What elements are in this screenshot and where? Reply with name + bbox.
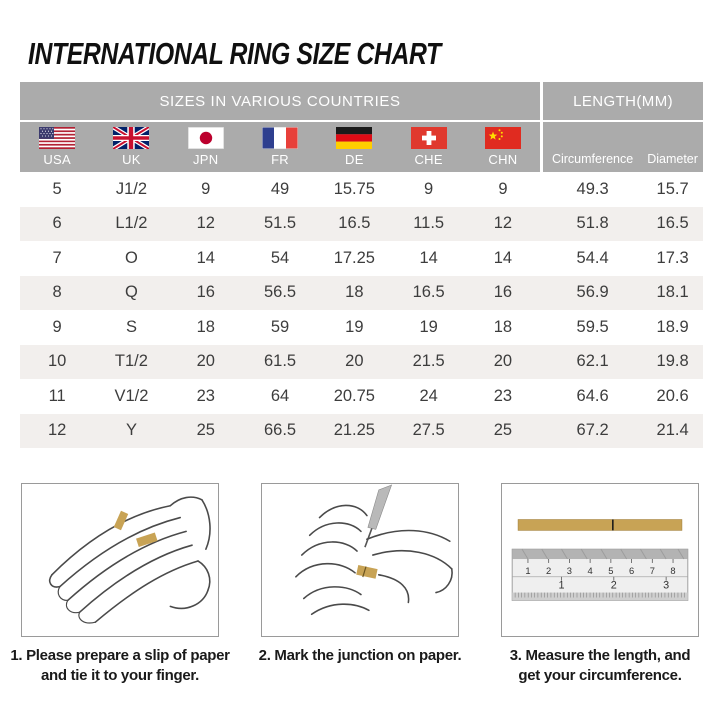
table-cell: 9 xyxy=(424,179,434,198)
table-cell: 9 xyxy=(498,179,508,198)
usa-flag-icon xyxy=(39,127,75,149)
instruction-step-3 xyxy=(501,483,699,687)
table-cell: 51.5 xyxy=(263,214,297,233)
table-cell: 12 xyxy=(47,421,67,440)
caption-line: 2. Mark the junction on paper. xyxy=(258,647,462,664)
header-sizes-in-various-countries: SIZES IN VARIOUS COUNTRIES xyxy=(20,82,540,120)
table-cell: 25 xyxy=(493,421,513,440)
table-cell: 20.75 xyxy=(333,386,375,405)
table-subheader-row xyxy=(20,122,703,172)
table-cell: 14 xyxy=(493,248,513,267)
table-cell: 54.4 xyxy=(576,248,609,267)
table-cell: 16 xyxy=(196,283,215,302)
instruction-steps xyxy=(10,483,699,687)
table-cell: 19 xyxy=(345,317,364,336)
table-cell: V1/2 xyxy=(114,386,149,405)
country-label-de: DE xyxy=(345,152,364,167)
column-header-chn xyxy=(466,122,540,172)
pen xyxy=(368,485,392,529)
table-cell: 59.5 xyxy=(576,317,609,336)
table-cell: 12 xyxy=(196,214,215,233)
table-cell: Q xyxy=(125,283,138,302)
table-cell: 10 xyxy=(47,352,67,371)
table-cell: 21.25 xyxy=(333,421,375,440)
svg-text:7: 7 xyxy=(649,565,655,576)
table-row xyxy=(20,207,703,242)
mark-junction-illustration xyxy=(262,484,458,636)
svg-text:8: 8 xyxy=(670,565,676,576)
table-cell: 5 xyxy=(52,179,62,198)
instruction-image-3 xyxy=(501,483,699,637)
table-cell: 49 xyxy=(270,179,290,198)
caption-line: get your circumference. xyxy=(518,667,682,685)
table-cell: O xyxy=(125,248,138,267)
table-cell: 25 xyxy=(196,421,215,440)
table-cell: 62.1 xyxy=(576,352,609,371)
table-cell: 14 xyxy=(196,248,215,267)
table-cell: 66.5 xyxy=(263,421,297,440)
column-header-de xyxy=(317,122,391,172)
table-cell: 8 xyxy=(52,283,62,302)
table-cell: 16.5 xyxy=(412,283,445,302)
table-cell: 56.5 xyxy=(263,283,297,302)
instruction-caption-1 xyxy=(10,646,229,687)
table-cell: 64.6 xyxy=(576,386,609,405)
table-cell: 56.9 xyxy=(576,283,609,302)
table-cell: 21.4 xyxy=(656,421,689,440)
svg-text:2: 2 xyxy=(610,579,617,592)
table-row xyxy=(20,345,703,380)
table-cell: 11.5 xyxy=(413,214,445,233)
ruler xyxy=(512,549,688,600)
table-cell: 51.8 xyxy=(576,214,609,233)
svg-text:1: 1 xyxy=(558,579,565,592)
table-cell: Y xyxy=(125,421,137,440)
table-cell: 18 xyxy=(196,317,215,336)
svg-text:4: 4 xyxy=(587,565,593,576)
hand-with-paper-slip-illustration xyxy=(22,484,218,636)
table-cell: 20 xyxy=(345,352,364,371)
table-cell: 15.75 xyxy=(333,179,375,198)
table-cell: 21.5 xyxy=(412,352,445,371)
paper-strip xyxy=(518,520,682,531)
table-cell: T1/2 xyxy=(114,352,148,371)
table-cell: 61.5 xyxy=(263,352,297,371)
table-cell: 20 xyxy=(493,352,513,371)
table-row xyxy=(20,310,703,345)
column-header-jpn xyxy=(169,122,243,172)
svg-text:1: 1 xyxy=(525,565,531,576)
country-label-jpn: JPN xyxy=(193,152,219,167)
chn-flag-icon xyxy=(485,127,521,149)
length-subheaders xyxy=(543,122,703,172)
page-title: INTERNATIONAL RING SIZE CHART xyxy=(28,36,441,71)
paper-slip-band xyxy=(356,565,377,579)
instruction-caption-3 xyxy=(510,646,691,687)
table-cell: 14 xyxy=(419,248,438,267)
table-cell: 12 xyxy=(493,214,513,233)
ruler-measure-illustration xyxy=(502,484,698,636)
subheader-circumference: Circumference xyxy=(551,152,634,166)
svg-text:2: 2 xyxy=(546,565,552,576)
paper-slip-piece xyxy=(136,532,158,547)
table-cell: 54 xyxy=(270,248,290,267)
svg-text:3: 3 xyxy=(663,579,670,592)
caption-line: and tie it to your finger. xyxy=(40,667,200,685)
table-cell: 18 xyxy=(345,283,364,302)
subheader-diameter: Diameter xyxy=(647,152,698,166)
table-cell: 11 xyxy=(48,386,66,405)
table-cell: 6 xyxy=(52,214,62,233)
table-cell: 15.7 xyxy=(656,179,689,198)
table-row xyxy=(20,172,703,207)
table-cell: 27.5 xyxy=(412,421,445,440)
table-cell: 16.5 xyxy=(656,214,689,233)
table-cell: 67.2 xyxy=(576,421,609,440)
table-cell: 16 xyxy=(493,283,513,302)
table-cell: 23 xyxy=(196,386,215,405)
table-cell: 9 xyxy=(201,179,211,198)
table-cell: 18 xyxy=(493,317,513,336)
de-flag-icon xyxy=(336,127,372,149)
header-length-mm: LENGTH(MM) xyxy=(543,82,703,120)
table-cell: 64 xyxy=(270,386,290,405)
table-cell: 23 xyxy=(493,386,513,405)
flags-row xyxy=(20,122,540,172)
column-header-uk xyxy=(94,122,168,172)
country-label-chn: CHN xyxy=(488,152,518,167)
instruction-image-1 xyxy=(21,483,219,637)
table-group-header-row xyxy=(20,82,703,120)
svg-text:5: 5 xyxy=(608,565,614,576)
table-cell: 18.1 xyxy=(656,283,689,302)
table-cell: L1/2 xyxy=(115,214,148,233)
table-cell: 17.25 xyxy=(333,248,375,267)
country-label-usa: USA xyxy=(43,152,71,167)
instruction-step-2 xyxy=(258,483,462,687)
column-header-che xyxy=(391,122,465,172)
table-cell: 7 xyxy=(52,248,62,267)
table-cell: 24 xyxy=(419,386,438,405)
table-cell: 59 xyxy=(270,317,290,336)
column-header-fr xyxy=(243,122,317,172)
svg-text:3: 3 xyxy=(566,565,573,576)
table-cell: 17.3 xyxy=(656,248,689,267)
column-header-usa xyxy=(20,122,94,172)
che-flag-icon xyxy=(411,127,447,149)
table-row xyxy=(20,276,703,311)
table-row xyxy=(20,414,703,449)
table-row xyxy=(20,379,703,414)
table-cell: S xyxy=(125,317,137,336)
fr-flag-icon xyxy=(262,127,298,149)
instruction-step-1 xyxy=(10,483,230,687)
country-label-che: CHE xyxy=(414,152,443,167)
svg-text:6: 6 xyxy=(628,565,635,576)
table-cell: 9 xyxy=(52,317,62,336)
country-label-fr: FR xyxy=(271,152,289,167)
table-cell: 20 xyxy=(196,352,215,371)
caption-line: 1. Please prepare a slip of paper xyxy=(10,647,230,664)
table-cell: 49.3 xyxy=(576,179,609,198)
country-label-uk: UK xyxy=(122,152,141,167)
instruction-caption-2 xyxy=(259,646,462,666)
table-cell: 18.9 xyxy=(656,317,689,336)
instruction-image-2 xyxy=(261,483,459,637)
table-cell: J1/2 xyxy=(115,179,148,198)
uk-flag-icon xyxy=(113,127,149,149)
ring-size-table xyxy=(20,82,703,448)
jpn-flag-icon xyxy=(188,127,224,149)
table-row xyxy=(20,241,703,276)
table-cell: 16.5 xyxy=(338,214,371,233)
table-cell: 20.6 xyxy=(656,386,689,405)
table-cell: 19 xyxy=(419,317,438,336)
table-cell: 19.8 xyxy=(656,352,689,371)
caption-line: 3. Measure the length, and xyxy=(509,647,691,664)
